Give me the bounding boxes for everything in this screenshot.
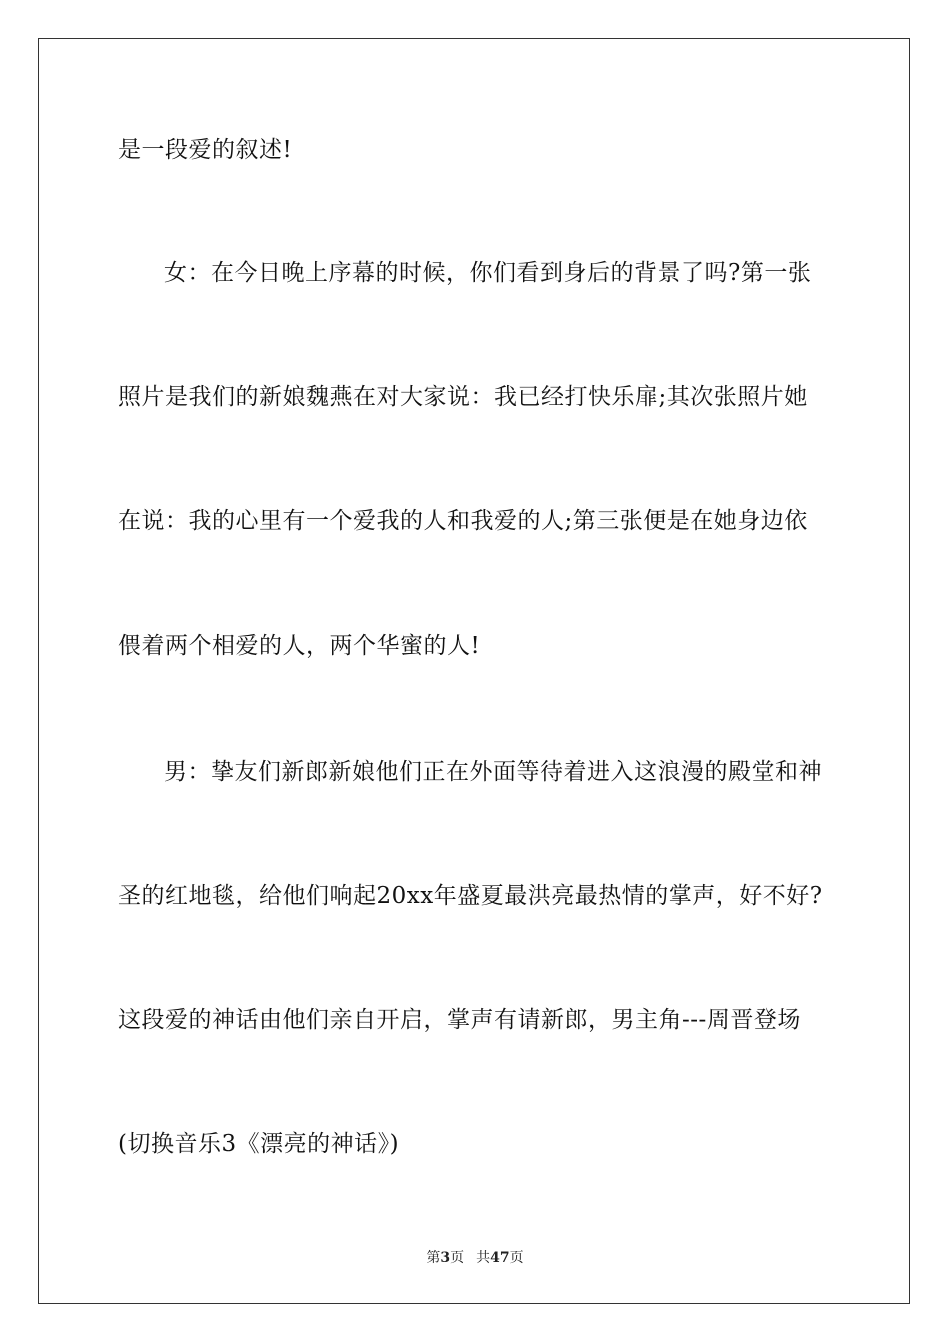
total-pages: 47 bbox=[490, 1250, 510, 1266]
page-number: 3 bbox=[440, 1250, 451, 1266]
total-suffix: 页 bbox=[509, 1250, 524, 1266]
page-border bbox=[38, 38, 910, 1304]
text-line: 圣的红地毯，给他们响起20xx年盛夏最洪亮最热情的掌声，好不好? bbox=[118, 883, 823, 909]
total-prefix: 共 bbox=[476, 1250, 491, 1266]
text-line: 在说：我的心里有一个爱我的人和我爱的人;第三张便是在她身边依 bbox=[118, 508, 808, 534]
text-line: (切换音乐3《漂亮的神话》) bbox=[118, 1131, 400, 1157]
text-line: 女：在今日晚上序幕的时候，你们看到身后的背景了吗?第一张 bbox=[164, 260, 812, 286]
text-line: 偎着两个相爱的人，两个华蜜的人! bbox=[118, 633, 481, 659]
text-line: 是一段爱的叙述! bbox=[118, 137, 293, 163]
page-suffix: 页 bbox=[450, 1250, 465, 1266]
text-line: 这段爱的神话由他们亲自开启，掌声有请新郎，男主角---周晋登场 bbox=[118, 1007, 801, 1033]
page-prefix: 第 bbox=[426, 1250, 441, 1266]
page-footer bbox=[0, 1247, 950, 1267]
text-line: 照片是我们的新娘魏燕在对大家说：我已经打快乐扉;其次张照片她 bbox=[118, 384, 808, 410]
text-line: 男：挚友们新郎新娘他们正在外面等待着进入这浪漫的殿堂和神 bbox=[164, 759, 822, 785]
